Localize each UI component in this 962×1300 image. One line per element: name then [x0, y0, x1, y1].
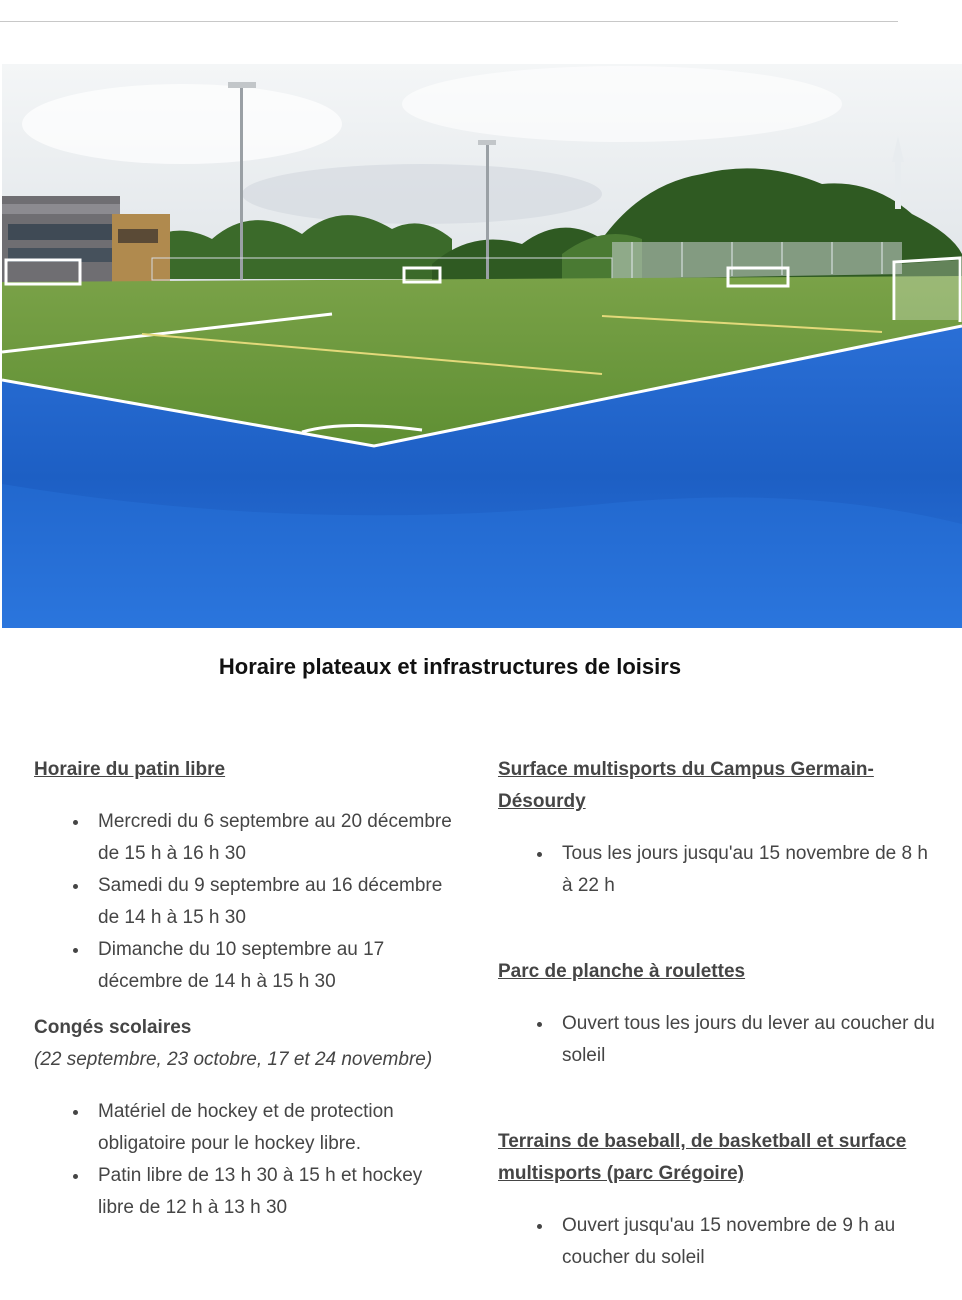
right-column	[498, 754, 938, 1274]
list-item: Mercredi du 6 septembre au 20 décembre de 15 h à 16 h 30	[98, 806, 454, 870]
list-item: Tous les jours jusqu'au 15 novembre de 8 h à 22 h	[562, 838, 938, 902]
terrains-parc-gregoire-link[interactable]: Terrains de baseball, de basketball et surface multisports (parc Grégoire)	[498, 1131, 907, 1184]
list-item: Ouvert tous les jours du lever au coucher du soleil	[562, 1008, 938, 1072]
skatepark-link[interactable]: Parc de planche à roulettes	[498, 961, 746, 982]
page-title: Horaire plateaux et infrastructures de loisirs	[218, 654, 682, 679]
patin-libre-list	[34, 806, 454, 998]
list-item: Ouvert jusqu'au 15 novembre de 9 h au coucher du soleil	[562, 1210, 938, 1274]
hero-image-sports-field	[2, 64, 962, 628]
left-column	[34, 754, 454, 1224]
list-item: Matériel de hockey et de protection obligatoire pour le hockey libre.	[98, 1096, 454, 1160]
surface-multisports-link[interactable]: Surface multisports du Campus Germain-Désourdy	[498, 759, 874, 812]
list-item: Samedi du 9 septembre au 16 décembre de 14 h à 15 h 30	[98, 870, 454, 934]
list-item: Patin libre de 13 h 30 à 15 h et hockey libre de 12 h à 13 h 30	[98, 1160, 454, 1224]
list-item: Dimanche du 10 septembre au 17 décembre de 14 h à 15 h 30	[98, 934, 454, 998]
patin-libre-link[interactable]: Horaire du patin libre	[34, 759, 226, 780]
terrains-parc-gregoire-list	[498, 1210, 938, 1274]
conges-scolaires-heading: Congés scolaires	[34, 1017, 192, 1038]
conges-scolaires-dates: (22 septembre, 23 octobre, 17 et 24 novembre)	[34, 1049, 433, 1070]
conges-scolaires-list	[34, 1096, 454, 1224]
surface-multisports-list	[498, 838, 938, 902]
skatepark-list	[498, 1008, 938, 1072]
top-divider	[0, 21, 898, 22]
